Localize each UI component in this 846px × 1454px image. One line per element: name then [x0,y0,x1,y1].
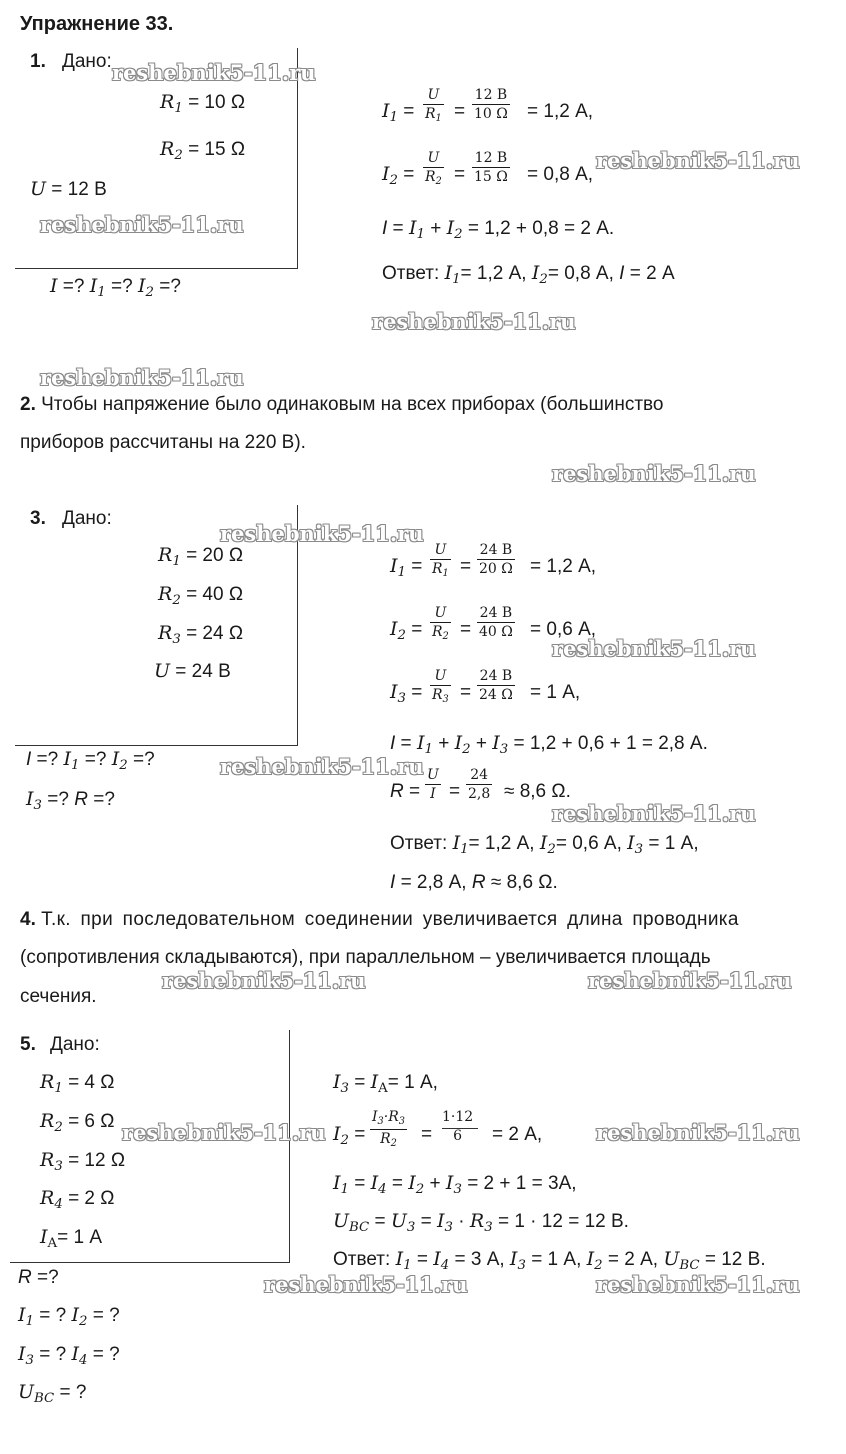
p1-eq2: = [454,164,466,185]
p1-sum: $I = I_1 + I_2 = 1,2 + 0,8 = 2$ А. [382,217,615,242]
watermark: reshebnik5-11.ru [588,968,792,993]
p4-line3: сечения. [20,986,97,1007]
p1-i2-result: = 0,8 А, [527,164,594,185]
watermark: reshebnik5-11.ru [552,461,756,486]
p3-given-r3: $R_3 = 24$ Ω [158,622,244,647]
watermark: reshebnik5-11.ru [264,1272,468,1297]
p3-given-r2: $R_2 = 40$ Ω [158,583,244,608]
p1-i2-lhs: $I_2$ = [382,163,415,188]
problem-1-given-label: Дано: [62,51,112,72]
problem-5-given-label: Дано: [50,1034,100,1055]
p3-i1-frac: 24 В 20 Ω [479,542,513,577]
p3-sum: $I = I_1 + I_2 + I_3 = 1,2 + 0,6 + 1 = 2,8$ А. [390,732,708,757]
p3-r-frac-symbolic: U I [427,767,439,802]
p5-answer: Ответ: $I_1 = I_4 = 3$ А, $I_3 = 1$ А, $I_2 = 2$ А, $U_{BC} = 12$ В. [333,1248,766,1273]
p1-i1-lhs: $I_1$ = [382,100,415,125]
find-values: I =? $I_1$ =? $I_2$ =? [50,275,181,300]
p5-given-r3: $R_3 = 12$ Ω [40,1149,126,1174]
p5-given-ia: $I_A= 1$ А [40,1226,103,1251]
p1-i1-result: = 1,2 А, [527,101,594,122]
p3-i2-result: = 0,6 А, [530,619,597,640]
p4-line1: 4. Т.к. при последовательном соединении увеличивается длина проводника [20,909,739,930]
p5-line2-result: = 2 А, [492,1124,543,1145]
p3-answer-1: Ответ: $I_1= 1,2$ А, $I_2= 0,6$ А, $I_3 = 1$ А, [390,832,699,857]
problem-5-number: 5. [20,1034,36,1055]
watermark: reshebnik5-11.ru [596,1120,800,1145]
given-u: U = 12 В [30,178,107,200]
page-title: Упражнение 33. [20,13,174,35]
p2-line2: приборов рассчитаны на 220 В). [20,432,306,453]
p5-line4: $U_{BC} = U_3 = I_3 \cdot R_3 = 1 \cdot 12 = 12$ В. [333,1210,629,1235]
p3-answer-2: I = 2,8 А, R ≈ 8,6 Ω. [390,872,558,893]
p3-eq: = [449,781,461,802]
p3-eq: = [460,619,472,640]
p5-find-i34: $I_3$ = ? $I_4$ = ? [18,1343,120,1368]
p3-given-u: U = 24 В [154,660,231,682]
p3-find-2: $I_3$ =? R =? [26,788,115,813]
p3-r-lhs: R = [390,781,421,802]
watermark: reshebnik5-11.ru [40,365,244,390]
p1-eq: = [454,101,466,122]
problem-3-given-label: Дано: [62,508,112,529]
p3-i1-result: = 1,2 А, [530,556,597,577]
watermark: reshebnik5-11.ru [162,968,366,993]
p3-i2-frac-symbolic: U $R_2$ [432,605,449,642]
p3-i3-result: = 1 А, [530,682,581,703]
p3-find-1: I =? $I_1$ =? $I_2$ =? [26,748,155,773]
p5-given-r2: $R_2 = 6$ Ω [40,1110,115,1135]
watermark: reshebnik5-11.ru [220,754,424,779]
watermark: reshebnik5-11.ru [596,1272,800,1297]
p3-i2-lhs: $I_2$ = [390,618,423,643]
watermark: reshebnik5-11.ru [372,309,576,334]
p3-i3-lhs: $I_3$ = [390,681,423,706]
given-divider-vertical [289,1030,290,1262]
p1-i2-frac: 12 В 15 Ω [474,150,508,185]
watermark: reshebnik5-11.ru [112,60,316,85]
p3-i1-frac-symbolic: U $R_1$ [432,542,449,579]
watermark: reshebnik5-11.ru [552,636,756,661]
p5-line2-frac-symbolic: $I_3\cdot R_3$ $R_2$ [372,1109,405,1149]
given-divider-horizontal [10,1262,290,1263]
watermark: reshebnik5-11.ru [596,148,800,173]
p3-i1-lhs: $I_1$ = [390,555,423,580]
p1-i1-frac-symbolic: U $R_1$ [425,87,442,124]
p3-given-r1: $R_1 = 20$ Ω [158,544,244,569]
p1-answer: Ответ: $I_1= 1,2$ А, $I_2= 0,8$ А, I = 2 А [382,262,675,287]
p4-line2: (сопротивления складываются), при параллельном – увеличивается площадь [20,947,711,968]
problem-3-number: 3. [30,508,46,529]
p5-frac-bar [442,1128,478,1129]
p1-i1-frac: 12 В 10 Ω [474,87,508,122]
watermark: reshebnik5-11.ru [552,801,756,826]
p5-line2-frac: 1·12 6 [442,1109,474,1144]
p5-line3: $I_1 = I_4 = I_2 + I_3 = 2 + 1 = 3А$, [333,1172,577,1197]
p5-find-ubc: $U_{BC}$ = ? [18,1381,87,1406]
watermark: reshebnik5-11.ru [220,521,424,546]
p5-eq: = [421,1124,433,1145]
watermark: reshebnik5-11.ru [122,1120,326,1145]
given-divider-horizontal [15,745,298,746]
p5-line1: $I_3 = I_A= 1$ А, [333,1071,438,1096]
p2-line1: 2. Чтобы напряжение было одинаковым на всех приборах (большинство [20,394,664,415]
p5-line2-lhs: $I_2$ = [333,1123,366,1148]
given-divider-horizontal [15,268,298,269]
given-r1: $R_1 = 10$ Ω [160,91,246,116]
p3-eq: = [460,556,472,577]
p5-find-i12: $I_1$ = ? $I_2$ = ? [18,1304,120,1329]
p3-r-result: ≈ 8,6 Ω. [504,781,571,802]
p3-eq: = [460,682,472,703]
p5-given-r4: $R_4 = 2$ Ω [40,1187,115,1212]
watermark: reshebnik5-11.ru [40,212,244,237]
p5-find-r: R =? [18,1267,59,1288]
problem-1-number: 1. [30,51,46,72]
p3-r-frac: 24 2,8 [468,767,491,802]
p3-i3-frac-symbolic: U $R_3$ [432,668,449,705]
p3-i2-frac: 24 В 40 Ω [479,605,513,640]
p3-i3-frac: 24 В 24 Ω [479,668,513,703]
given-r2: $R_2 = 15$ Ω [160,138,246,163]
p1-i2-frac-symbolic: U $R_2$ [425,150,442,187]
p5-given-r1: $R_1 = 4$ Ω [40,1071,115,1096]
